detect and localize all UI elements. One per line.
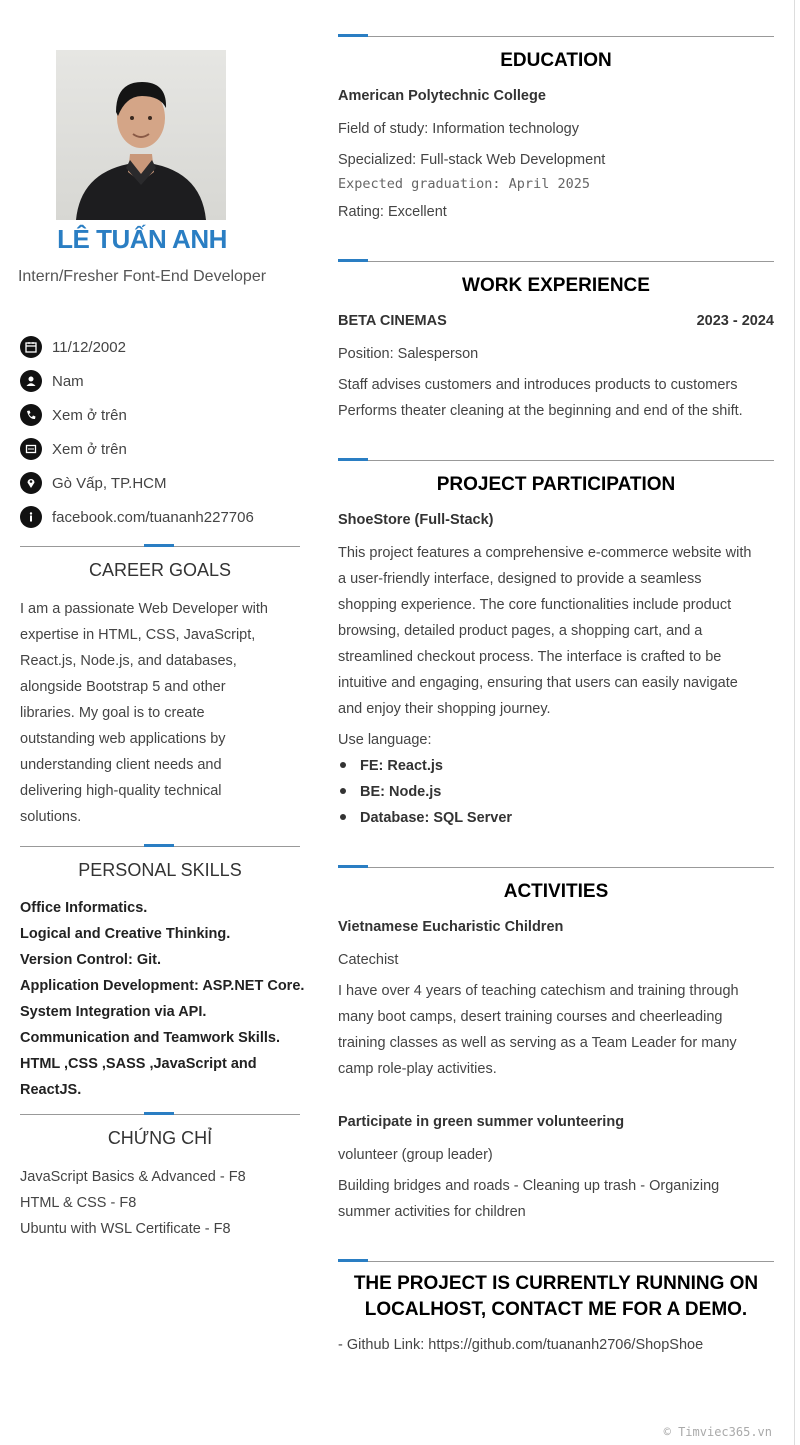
stack-item: FE: React.js — [338, 758, 443, 774]
contact-email — [20, 432, 310, 466]
info-icon — [20, 506, 42, 528]
work-position: Position: Salesperson — [338, 346, 479, 362]
activity-role: Catechist — [338, 952, 399, 968]
github-link[interactable]: - Github Link: https://github.com/tuananh2706/ShopShoe — [338, 1337, 704, 1353]
contact-phone — [20, 398, 310, 432]
email-icon — [20, 438, 42, 460]
certificate-item: HTML & CSS - F8 — [20, 1195, 137, 1211]
skill-item: System Integration via API. — [20, 1004, 207, 1020]
user-icon — [20, 370, 42, 392]
certificates-title: CHỨNG CHỈ — [107, 1128, 213, 1148]
phone-icon — [20, 404, 42, 426]
project-header — [338, 460, 774, 500]
phone-value[interactable]: Xem ở trên — [52, 406, 127, 424]
skill-item: Office Informatics. — [20, 900, 148, 916]
rating: Rating: Excellent — [338, 204, 447, 220]
job-title: Intern/Fresher Font-End Developer — [17, 268, 267, 285]
skill-item: ReactJS. — [20, 1082, 82, 1098]
contact-gender — [20, 364, 310, 398]
activity-description: I have over 4 years of teaching catechism and training through many boot camps, desert training courses and cheerleading training classes as well as serving as a Team Leader for many camp role-play activities. — [338, 983, 739, 1077]
skill-item: Application Development: ASP.NET Core. — [20, 978, 305, 994]
career-goals-title: CAREER GOALS — [88, 560, 232, 580]
project-description: This project features a comprehensive e-commerce website with a user-friendly interface, designed to provide a seamless shopping experience. The core functionalities include product browsing, detailed product pages, a shopping cart, and a streamlined checkout process. The interface is crafted to be intuitive and engaging, ensuring that users can easily navigate and enjoy their shopping journey. — [338, 545, 752, 717]
activity-description: Building bridges and roads - Cleaning up trash - Organizing summer activities for children — [338, 1178, 720, 1220]
work-experience-header — [338, 261, 774, 301]
work-description: Staff advises customers and introduces products to customers Performs theater cleaning at the beginning and end of the shift. — [338, 377, 743, 419]
field-of-study: Field of study: Information technology — [338, 121, 579, 137]
candidate-name: LÊ TUẤN ANH — [57, 224, 227, 254]
skill-item: Version Control: Git. — [20, 952, 161, 968]
facebook-link[interactable]: facebook.com/tuananh227706 — [52, 508, 254, 526]
contact-facebook — [20, 500, 310, 534]
project-title: PROJECT PARTICIPATION — [436, 474, 676, 495]
work-experience-title: WORK EXPERIENCE — [462, 275, 650, 296]
birthday-value: 11/12/2002 — [52, 338, 126, 356]
work-period: 2023 - 2024 — [696, 313, 774, 329]
stack-item: Database: SQL Server — [338, 810, 512, 826]
stack-item: BE: Node.js — [338, 784, 441, 800]
demo-note-header — [338, 1261, 774, 1321]
personal-skills-title: PERSONAL SKILLS — [78, 860, 242, 880]
skill-item: HTML ,CSS ,SASS ,JavaScript and — [20, 1056, 257, 1072]
email-value[interactable]: Xem ở trên — [52, 440, 127, 458]
page-border — [794, 0, 795, 1445]
contact-list — [20, 330, 310, 534]
contact-address — [20, 466, 310, 500]
certificate-item: JavaScript Basics & Advanced - F8 — [20, 1169, 246, 1185]
activity-role: volunteer (group leader) — [338, 1147, 493, 1163]
company-name: BETA CINEMAS — [338, 313, 447, 329]
skill-item: Logical and Creative Thinking. — [20, 926, 231, 942]
activity-org: Vietnamese Eucharistic Children — [338, 919, 564, 935]
skills-list — [20, 895, 310, 1103]
specialization: Specialized: Full-stack Web Development — [338, 152, 606, 168]
education-header — [338, 36, 774, 76]
gender-value: Nam — [52, 372, 84, 390]
contact-birthday — [20, 330, 310, 364]
graduation-date: Expected graduation: April 2025 — [338, 176, 590, 192]
activities-header — [338, 867, 774, 907]
activities-title: ACTIVITIES — [503, 881, 609, 902]
certificates-list — [20, 1164, 310, 1242]
school-name: American Polytechnic College — [338, 88, 546, 104]
avatar — [56, 50, 226, 220]
career-goals-header — [20, 546, 300, 586]
use-language-label: Use language: — [338, 732, 432, 748]
certificate-item: Ubuntu with WSL Certificate - F8 — [20, 1221, 231, 1237]
skill-item: Communication and Teamwork Skills. — [20, 1030, 280, 1046]
personal-skills-header — [20, 846, 300, 886]
calendar-icon — [20, 336, 42, 358]
address-value: Gò Vấp, TP.HCM — [52, 474, 167, 492]
demo-note-title: THE PROJECT IS CURRENTLY RUNNING ON LOCALHOST, CONTACT ME FOR A DEMO. — [353, 1273, 759, 1320]
activity-org: Participate in green summer volunteering — [338, 1114, 625, 1130]
education-title: EDUCATION — [500, 50, 612, 71]
career-goals-text: I am a passionate Web Developer with expertise in HTML, CSS, JavaScript, React.js, Node.js, and databases, alongside Bootstrap 5 and other libraries. My goal is to create outstanding web applications by understanding client needs and delivering high-quality technical solutions. — [20, 601, 268, 825]
location-icon — [20, 472, 42, 494]
project-name: ShoeStore (Full-Stack) — [338, 512, 494, 528]
certificates-header — [20, 1114, 300, 1154]
watermark: © Timviec365.vn — [663, 1425, 772, 1439]
